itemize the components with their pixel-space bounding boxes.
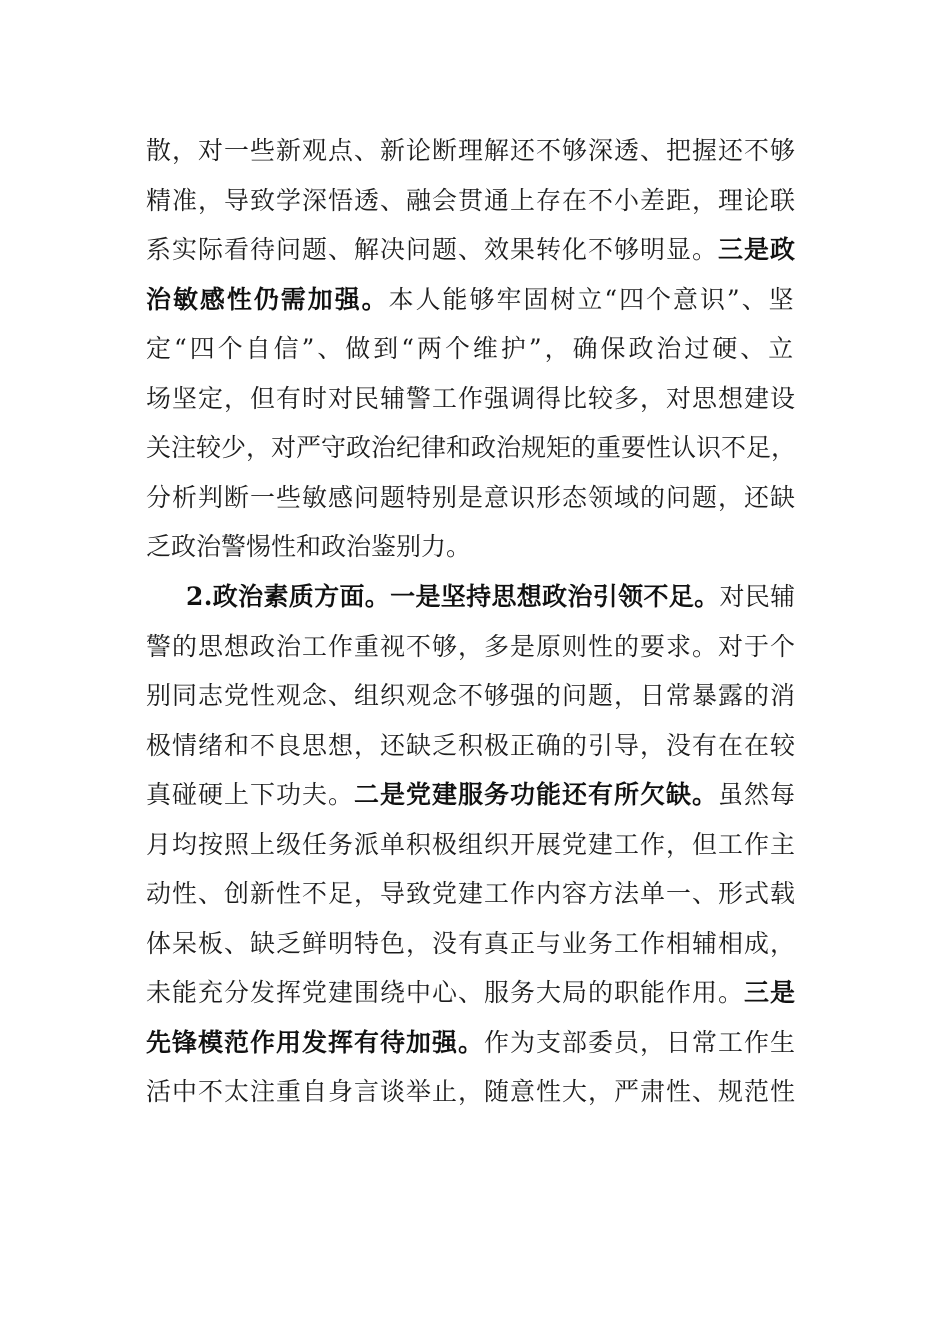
text-run: 体呆板、缺乏鲜明特色，没有真正与业务工作相辅相成，: [146, 929, 797, 958]
text-run: 月均按照上级任务派单积极组织开展党建工作，但工作主: [146, 830, 797, 859]
text-line: [146, 676, 796, 716]
text-line: [146, 775, 796, 815]
text-run: 未能充分发挥党建围绕中心、服务大局的职能作用。: [146, 978, 745, 1007]
text-run: 系实际看待问题、解决问题、效果转化不够明显。: [146, 235, 719, 264]
text-run: 定“四个自信”、做到“两个维护”，确保政治过硬、立: [146, 334, 797, 363]
bold-heading-run: 治敏感性仍需加强。: [146, 285, 389, 314]
text-run: 本人能够牢固树立“四个意识”、坚: [388, 285, 796, 314]
bold-heading-run: 三是: [744, 978, 797, 1007]
text-run: 对民辅: [719, 582, 796, 611]
text-line: [146, 627, 796, 667]
bold-heading-run: 二是党建服务功能还有所欠缺。: [354, 780, 719, 809]
text-run: 别同志党性观念、组织观念不够强的问题，日常暴露的消: [146, 681, 797, 710]
text-run: 精准，导致学深悟透、融会贯通上存在不小差距，理论联: [146, 186, 797, 215]
text-run: 虽然每: [718, 780, 797, 809]
text-run: 散，对一些新观点、新论断理解还不够深透、把握还不够: [146, 136, 797, 165]
text-line: [146, 428, 796, 468]
text-run: 动性、创新性不足，导致党建工作内容方法单一、形式载: [146, 879, 797, 908]
text-line: [146, 131, 796, 171]
text-line: [146, 478, 796, 518]
text-run: 乏政治警惕性和政治鉴别力。: [146, 532, 472, 561]
bold-heading-run: 2.政治素质方面。一是坚持思想政治引领不足。: [186, 582, 720, 611]
text-run: 作为支部委员，日常工作生: [484, 1028, 797, 1057]
text-line: [146, 230, 796, 270]
text-line: [146, 527, 796, 567]
text-line: [146, 924, 796, 964]
text-line: [146, 874, 796, 914]
text-run: 场坚定，但有时对民辅警工作强调得比较多，对思想建设: [146, 384, 797, 413]
text-run: 真碰硬上下功夫。: [146, 780, 355, 809]
text-line: [146, 329, 796, 369]
text-run: 警的思想政治工作重视不够，多是原则性的要求。对于个: [146, 632, 797, 661]
text-line: [146, 379, 796, 419]
text-run: 分析判断一些敏感问题特别是意识形态领域的问题，还缺: [146, 483, 797, 512]
text-line: [146, 181, 796, 221]
text-run: 极情绪和不良思想，还缺乏积极正确的引导，没有在在较: [146, 731, 797, 760]
text-line: [146, 973, 796, 1013]
text-line: [146, 825, 796, 865]
text-line: [186, 577, 796, 617]
text-line: [146, 726, 796, 766]
text-run: 关注较少，对严守政治纪律和政治规矩的重要性认识不足，: [146, 433, 797, 462]
bold-heading-run: 三是政: [718, 235, 797, 264]
text-run: 活中不太注重自身言谈举止，随意性大，严肃性、规范性: [146, 1077, 797, 1106]
bold-heading-run: 先锋模范作用发挥有待加强。: [146, 1028, 485, 1057]
text-line: [146, 280, 796, 320]
text-line: [146, 1072, 796, 1112]
text-line: [146, 1023, 796, 1063]
